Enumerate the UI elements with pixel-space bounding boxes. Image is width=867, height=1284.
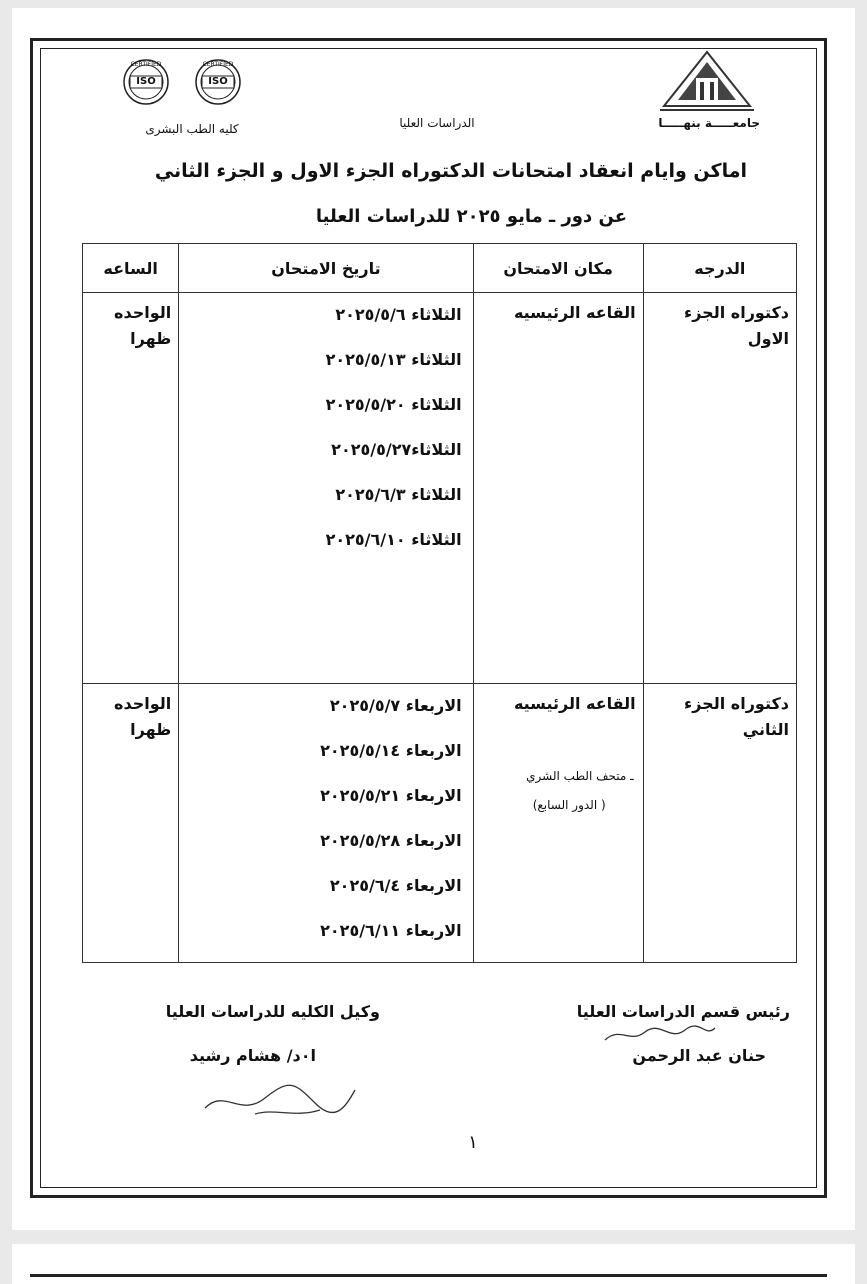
left-signatory-title: وكيل الكليه للدراسات العليا — [165, 1002, 380, 1021]
right-signature-scribble — [600, 1022, 720, 1048]
header-degree: الدرجه — [643, 244, 796, 293]
dates-cell — [179, 684, 473, 963]
header-place: مكان الامتحان — [473, 244, 643, 293]
university-logo — [652, 48, 762, 116]
page-subtitle: عن دور ـ مايو ٢٠٢٥ للدراسات العليا — [315, 206, 627, 227]
time-cell — [83, 293, 179, 684]
date-item: الاربعاء ٢٠٢٥/٥/٢٨ — [320, 831, 462, 850]
date-item: الثلاثاء ٢٠٢٥/٥/١٣ — [325, 350, 462, 369]
left-signature-scribble — [195, 1078, 365, 1122]
place-text: القاعه الرئيسيه — [513, 694, 636, 713]
place-cell — [473, 684, 643, 963]
degree-text: دكتوراه الجزء الثاني — [684, 694, 789, 739]
place-cell — [473, 293, 643, 684]
date-item: الثلاثاء ٢٠٢٥/٥/٦ — [335, 305, 462, 324]
time-text: الواحده ظهرا — [114, 303, 172, 348]
left-signatory-name: ا٠د/ هشام رشيد — [189, 1046, 316, 1065]
schedule-table — [82, 243, 797, 963]
faculty-name: كليه الطب البشرى — [145, 122, 239, 136]
time-text: الواحده ظهرا — [114, 694, 172, 739]
degree-text: دكتوراه الجزء الاول — [684, 303, 789, 348]
page-title: اماكن وايام انعقاد امتحانات الدكتوراه الجزء الاول و الجزء الثاني — [154, 160, 747, 182]
right-signatory-title: رئيس قسم الدراسات العليا — [576, 1002, 790, 1021]
date-item: الثلاثاء٢٠٢٥/٥/٢٧ — [331, 440, 462, 459]
iso-badge-1 — [122, 58, 170, 106]
date-item: الاربعاء ٢٠٢٥/٥/٢١ — [320, 786, 462, 805]
date-item: الاربعاء ٢٠٢٥/٥/٧ — [329, 696, 462, 715]
iso-badge-1-mark: ISO — [136, 76, 156, 87]
page-number: ١ — [468, 1132, 478, 1153]
date-list — [180, 294, 471, 570]
place-extra-line: ( الدور السابع) — [532, 798, 606, 812]
iso-badge-1-top: CERTIFIED — [130, 61, 162, 68]
iso-badge-2 — [194, 58, 242, 106]
date-item: الثلاثاء ٢٠٢٥/٥/٢٠ — [325, 395, 462, 414]
department-name: الدراسات العليا — [399, 116, 475, 130]
degree-cell — [643, 293, 796, 684]
date-item: الثلاثاء ٢٠٢٥/٦/٣ — [335, 485, 462, 504]
table-header-row — [83, 244, 797, 293]
time-cell — [83, 684, 179, 963]
date-item: الاربعاء ٢٠٢٥/٥/١٤ — [320, 741, 462, 760]
header-date: تاريخ الامتحان — [179, 244, 473, 293]
degree-cell — [643, 684, 796, 963]
date-item: الثلاثاء ٢٠٢٥/٦/١٠ — [325, 530, 462, 549]
place-extra-line: ـ متحف الطب الشري — [526, 769, 634, 783]
date-item: الاربعاء ٢٠٢٥/٦/١١ — [320, 921, 462, 940]
header-time: الساعه — [83, 244, 179, 293]
next-page-edge — [12, 1244, 855, 1284]
iso-badge-2-top: CERTIFIED — [202, 61, 234, 68]
table-row — [83, 684, 797, 963]
place-text: القاعه الرئيسيه — [513, 303, 636, 322]
iso-badge-2-mark: ISO — [208, 76, 228, 87]
dates-cell — [179, 293, 473, 684]
university-name: جامعـــــة بنهـــــا — [658, 116, 760, 130]
date-item: الاربعاء ٢٠٢٥/٦/٤ — [329, 876, 462, 895]
right-signatory-name: حنان عبد الرحمن — [632, 1046, 766, 1065]
table-row — [83, 293, 797, 684]
date-list — [180, 685, 471, 961]
